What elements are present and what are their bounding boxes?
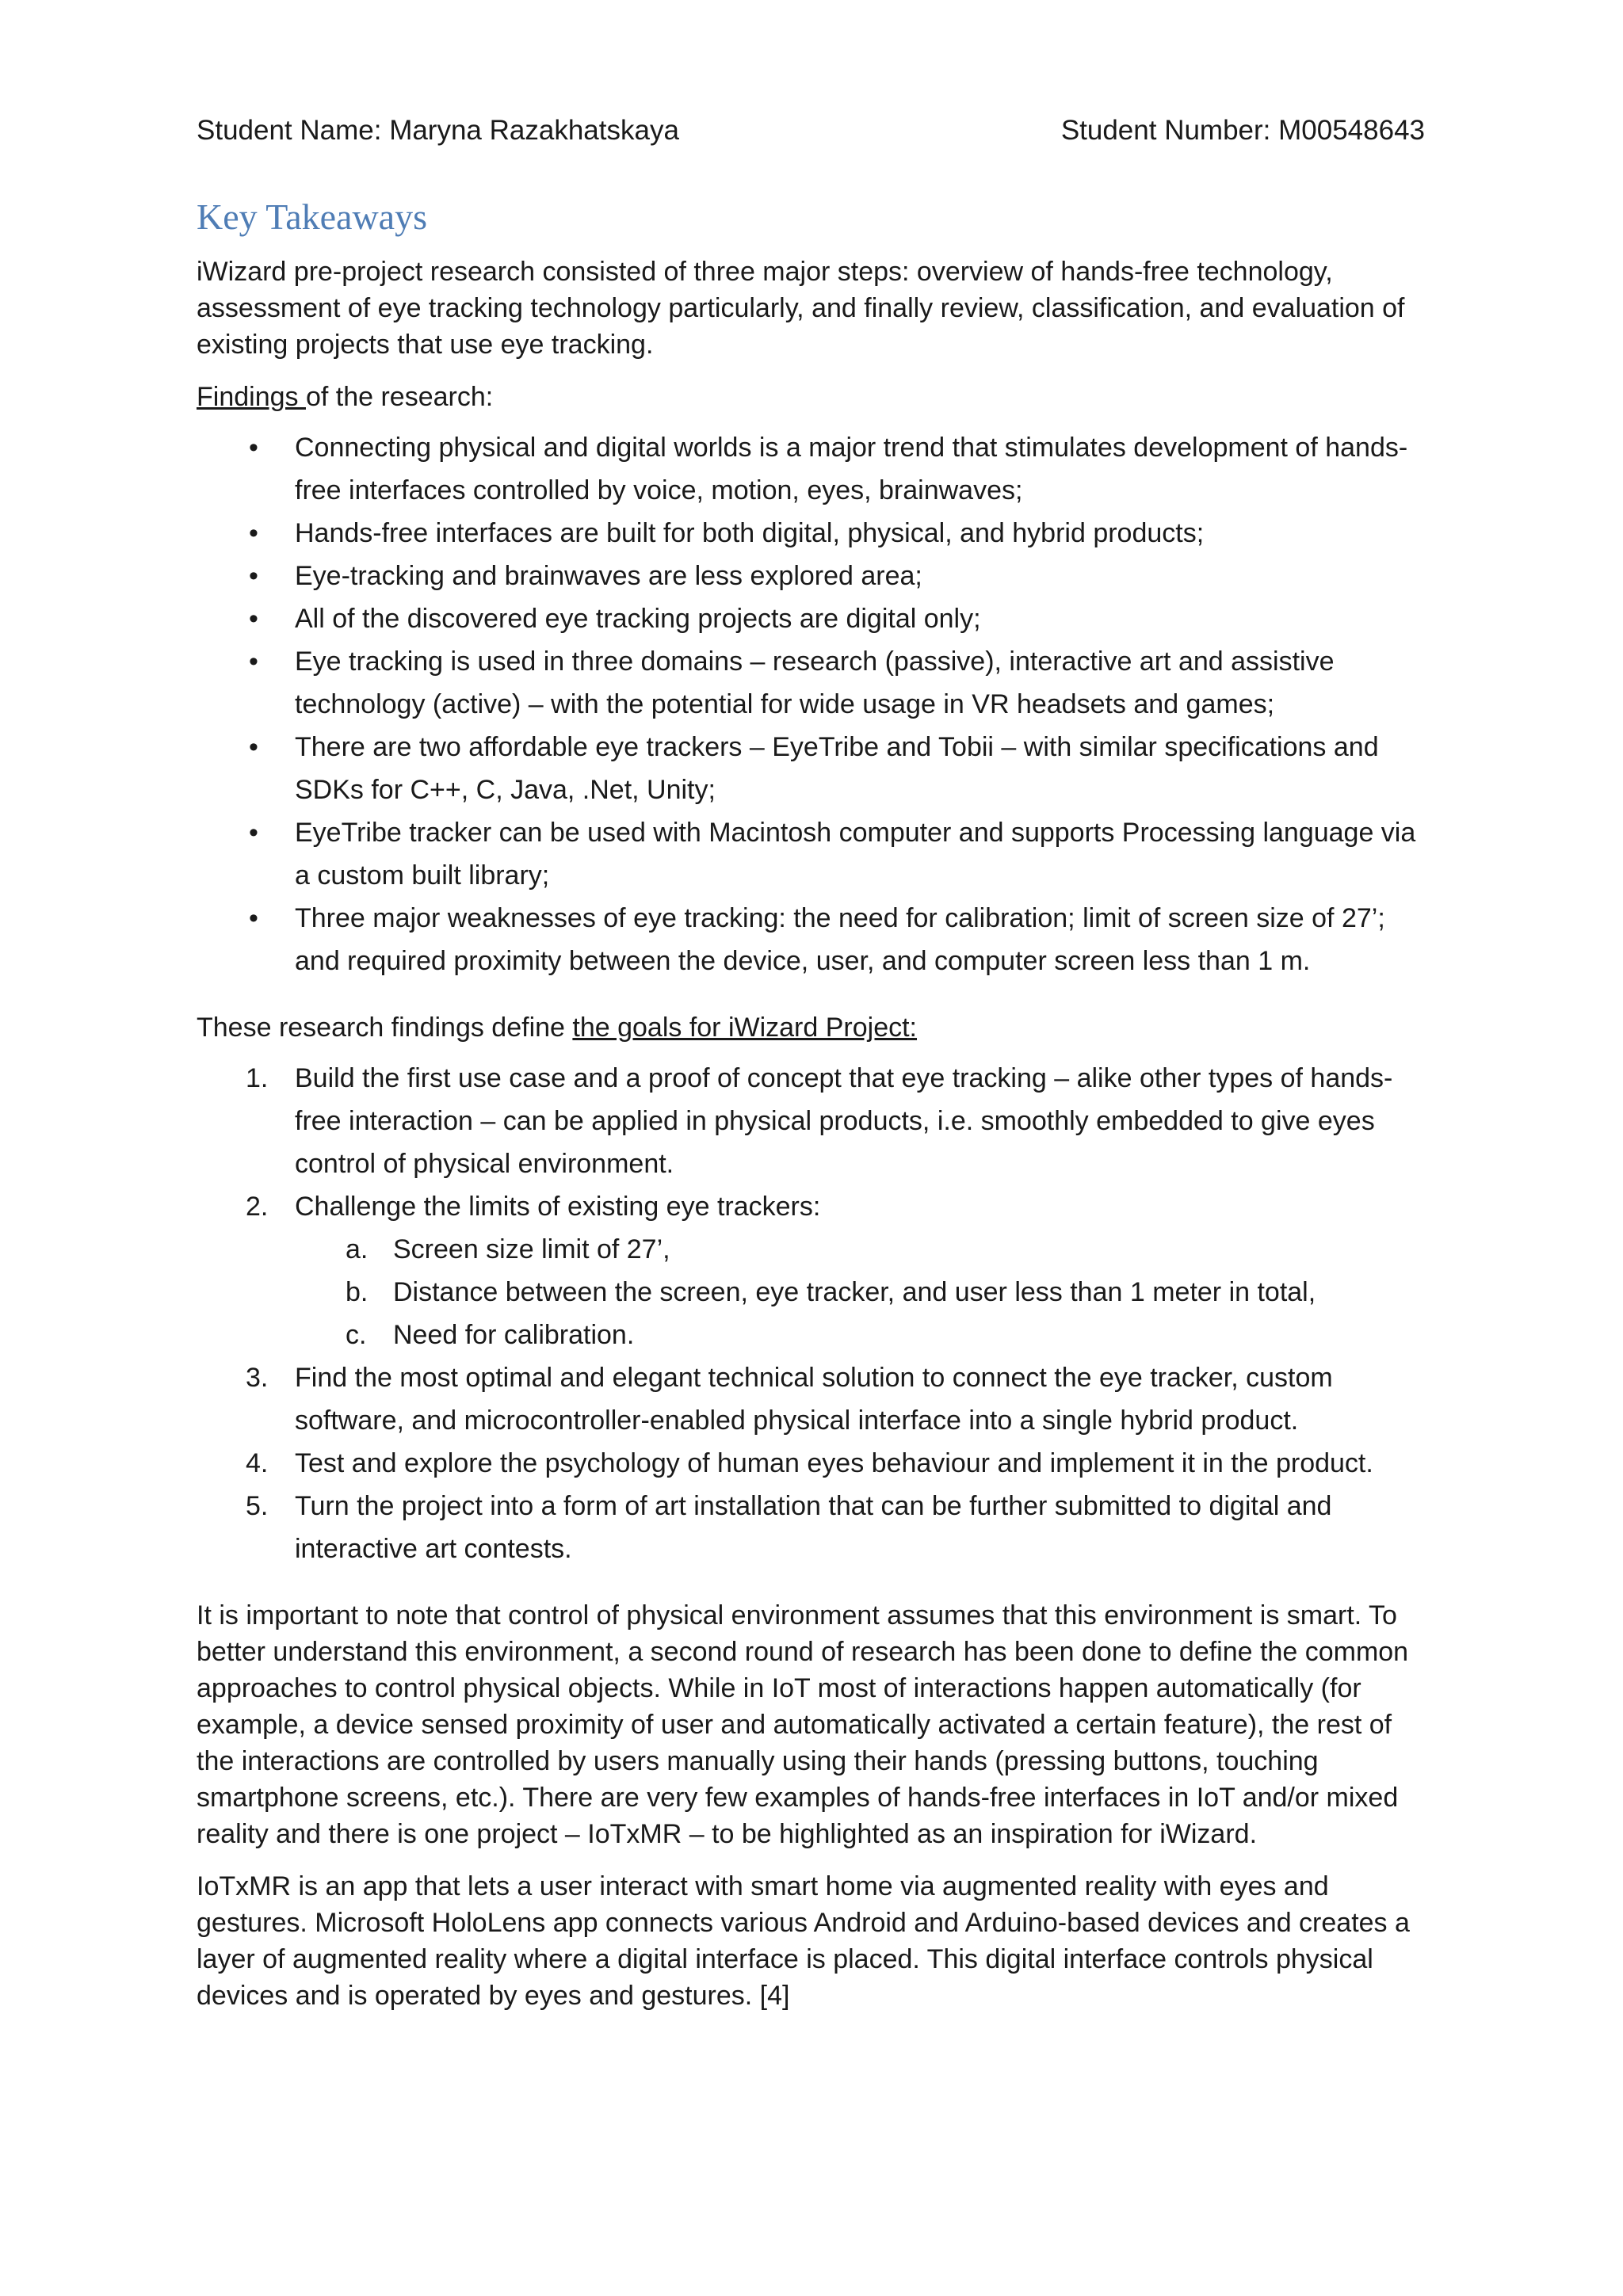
goal-text: Test and explore the psychology of human eyes behaviour and implement it in the product.	[295, 1448, 1373, 1478]
goal-sublist	[295, 1228, 1433, 1356]
goal-text: Turn the project into a form of art installation that can be further submitted to digital and interactive art contests.	[295, 1491, 1332, 1564]
goal-subitem-letter: b.	[346, 1277, 369, 1307]
goal-subitem-letter: c.	[346, 1320, 367, 1350]
findings-item: • Hands-free interfaces are built for both digital, physical, and hybrid products;	[197, 512, 1433, 555]
findings-item: • There are two affordable eye trackers – EyeTribe and Tobii – with similar specifications and SDKs for C++, C, Java, .Net, Unity;	[197, 726, 1433, 811]
goal-subitem-letter: a.	[346, 1234, 369, 1264]
page-header	[197, 113, 1425, 149]
findings-item: • Three major weaknesses of eye tracking: the need for calibration; limit of screen size of 27’; and required proximity between the device, user, and computer screen less than 1 m.	[197, 897, 1433, 982]
goal-subitem-text: Screen size limit of 27’,	[393, 1234, 670, 1264]
student-name: Student Name: Maryna Razakhatskaya	[197, 115, 679, 146]
findings-item: • EyeTribe tracker can be used with Macintosh computer and supports Processing language via a custom built library;	[197, 811, 1433, 897]
section-heading: Key Takeaways	[197, 196, 427, 237]
goal-text: Challenge the limits of existing eye trackers:	[295, 1192, 821, 1222]
goal-subitem-text: Distance between the screen, eye tracker, and user less than 1 meter in total,	[393, 1277, 1316, 1307]
document-body	[197, 192, 1433, 2030]
findings-item: • Eye tracking is used in three domains – research (passive), interactive art and assistive technology (active) – with the potential for wide usage in VR headsets and games;	[197, 640, 1433, 726]
goals-list	[197, 1057, 1433, 1570]
goal-subitem	[295, 1271, 1433, 1314]
goal-item	[197, 1356, 1433, 1442]
findings-label-underlined: Findings	[197, 382, 306, 412]
goals-intro-text: These research findings define	[197, 1013, 573, 1043]
goals-intro-underlined: the goals for iWizard Project:	[572, 1013, 918, 1043]
findings-item: • Connecting physical and digital worlds is a major trend that stimulates development of hands-free interfaces controlled by voice, motion, eyes, brainwaves;	[197, 426, 1433, 512]
goal-item	[197, 1057, 1433, 1185]
goal-item	[197, 1185, 1433, 1356]
goal-item	[197, 1485, 1433, 1570]
goal-text: Find the most optimal and elegant technical solution to connect the eye tracker, custom software, and microcontroller-enabled physical interface into a single hybrid product.	[295, 1363, 1333, 1436]
goal-number: 2.	[246, 1192, 269, 1222]
findings-item: • Eye-tracking and brainwaves are less explored area;	[197, 555, 1433, 597]
iotxmr-paragraph: IoTxMR is an app that lets a user interact with smart home via augmented reality with eyes and gestures. Microsoft HoloLens app connects various Android and Arduino-based devices and creates a layer of augmented reality where a digital interface is placed. This digital interface controls physical devices and is operated by eyes and gestures. [4]	[197, 1871, 1410, 2011]
goal-subitem	[295, 1314, 1433, 1356]
goal-number: 3.	[246, 1363, 269, 1393]
goal-number: 4.	[246, 1448, 269, 1478]
findings-label	[197, 379, 1433, 415]
goals-intro	[197, 1009, 1433, 1046]
findings-label-rest: of the research:	[305, 382, 494, 412]
findings-item: • All of the discovered eye tracking projects are digital only;	[197, 597, 1433, 640]
goal-item	[197, 1442, 1433, 1485]
goal-number: 5.	[246, 1491, 269, 1521]
goal-text: Build the first use case and a proof of concept that eye tracking – alike other types of hands-free interaction – can be applied in physical products, i.e. smoothly embedded to give eyes control of physical environment.	[295, 1063, 1393, 1179]
student-number: Student Number: M00548643	[1060, 115, 1425, 146]
goal-subitem-text: Need for calibration.	[393, 1320, 635, 1350]
goal-subitem	[295, 1228, 1433, 1271]
iot-paragraph: It is important to note that control of physical environment assumes that this environment is smart. To better understand this environment, a second round of research has been done to define the common approaches to control physical objects. While in IoT most of interactions happen automatically (for example, a device sensed proximity of user and automatically activated a certain feature), the rest of the interactions are controlled by users manually using their hands (pressing buttons, touching smartphone screens, etc.). There are very few examples of hands-free interfaces in IoT and/or mixed reality and there is one project – IoTxMR – to be highlighted as an inspiration for iWizard.	[197, 1600, 1409, 1849]
goal-number: 1.	[246, 1063, 269, 1093]
intro-paragraph: iWizard pre-project research consisted of three major steps: overview of hands-free technology, assessment of eye tracking technology particularly, and finally review, classification, and evaluation of existing projects that use eye tracking.	[197, 257, 1405, 360]
findings-list	[197, 426, 1433, 982]
